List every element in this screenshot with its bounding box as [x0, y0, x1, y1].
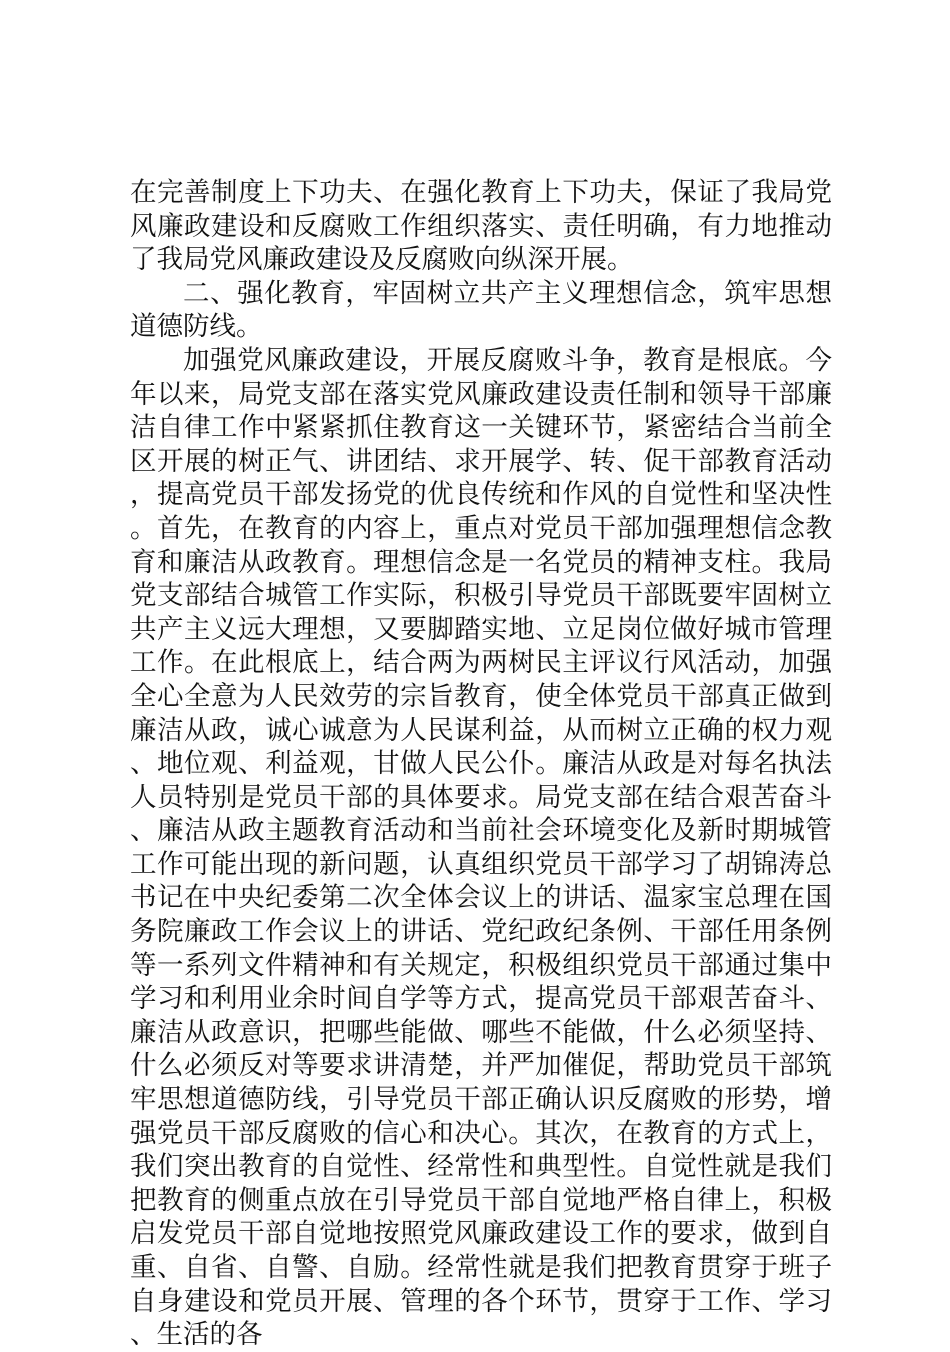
paragraph-education-body: 加强党风廉政建设，开展反腐败斗争，教育是根底。今年以来，局党支部在落实党风廉政建设责任制和领导干部廉洁自律工作中紧紧抓住教育这一关键环节，紧密结合当前全区开展的树正气、讲团结、求开展学、转、促干部教育活动，提高党员干部发扬党的优良传统和作风的自觉性和坚决性。首先，在教育的内容上，重点对党员干部加强理想信念教育和廉洁从政教育。理想信念是一名党员的精神支柱。我局党支部结合城管工作实际，积极引导党员干部既要牢固树立共产主义远大理想，又要脚踏实地、立足岗位做好城市管理工作。在此根底上，结合两为两树民主评议行风活动，加强全心全意为人民效劳的宗旨教育，使全体党员干部真正做到廉洁从政，诚心诚意为人民谋利益，从而树立正确的权力观、地位观、利益观，甘做人民公仆。廉洁从政是对每名执法人员特别是党员干部的具体要求。局党支部在结合艰苦奋斗、廉洁从政主题教育活动和当前社会环境变化及新时期城管工作可能出现的新问题，认真组织党员干部学习了胡锦涛总书记在中央纪委第二次全体会议上的讲话、温家宝总理在国务院廉政工作会议上的讲话、党纪政纪条例、干部任用条例等一系列文件精神和有关规定，积极组织党员干部通过集中学习和利用业余时间自学等方式，提高党员干部艰苦奋斗、廉洁从政意识，把哪些能做、哪些不能做，什么必须坚持、什么必须反对等要求讲清楚，并严加催促，帮助党员干部筑牢思想道德防线，引导党员干部正确认识反腐败的形势，增强党员干部反腐败的信心和决心。其次，在教育的方式上，我们突出教育的自觉性、经常性和典型性。自觉性就是我们把教育的侧重点放在引导党员干部自觉地严格自律上，积极启发党员干部自觉地按照党风廉政建设工作的要求，做到自重、自省、自警、自励。经常性就是我们把教育贯穿于班子自身建设和党员开展、管理的各个环节，贯穿于工作、学习、生活的各 — [130, 344, 832, 1351]
section-heading-two: 二、强化教育，牢固树立共产主义理想信念，筑牢思想道德防线。 — [130, 277, 832, 343]
paragraph-continuation: 在完善制度上下功夫、在强化教育上下功夫，保证了我局党风廉政建设和反腐败工作组织落实、责任明确，有力地推动了我局党风廉政建设及反腐败向纵深开展。 — [130, 177, 832, 276]
document-page — [130, 176, 832, 1352]
